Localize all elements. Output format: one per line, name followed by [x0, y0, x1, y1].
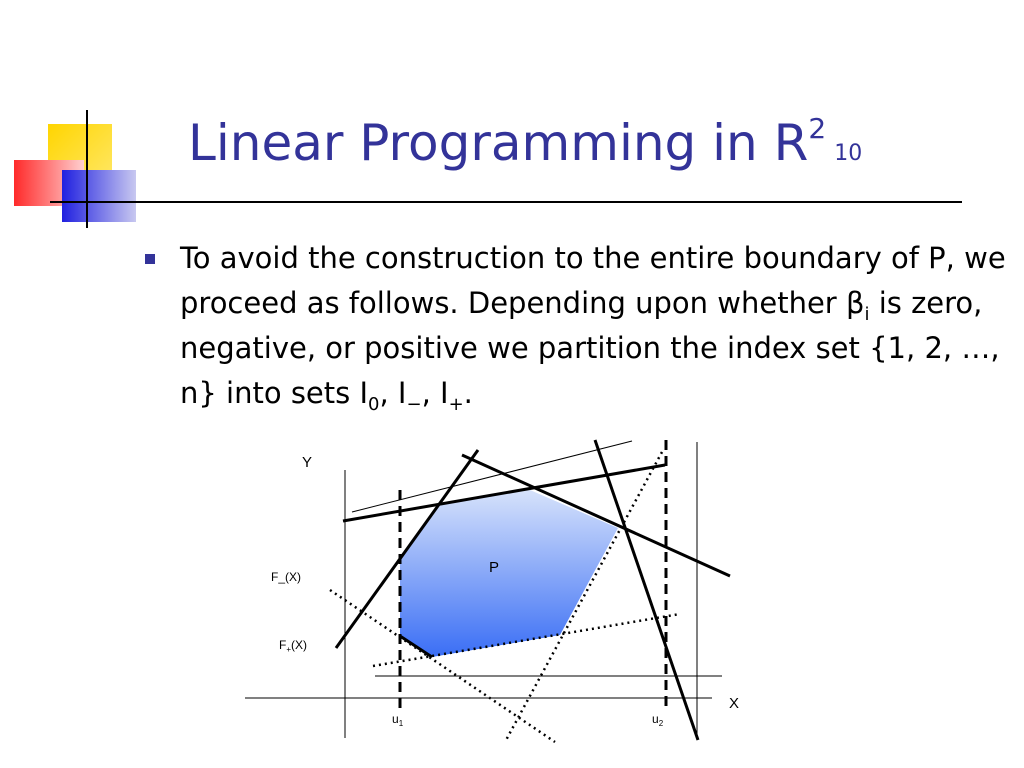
f-plus-label: $F_+(X)$	[279, 638, 308, 654]
slide-title: Linear Programming in $R^210$	[188, 112, 863, 172]
y-axis-label: Y	[302, 454, 313, 471]
bullet-text: To avoid the construction to the entire boundary of P, we proceed as follows. Depending upon whether $\beta_i$ is zero, negative, or positive we partition the index set {1, 2, …, n} into sets $I_0$, $I_-$, $I_+$.	[180, 241, 1006, 415]
beta-symbol: β	[845, 286, 865, 320]
polygon-label: P	[489, 559, 500, 576]
u1-label: $u_1$	[392, 712, 404, 728]
constraint-line-steep	[595, 440, 698, 740]
f-minus-label: F_(X)	[271, 570, 301, 584]
x-axis-label: X	[729, 695, 740, 712]
slide-number: 10	[834, 141, 863, 166]
u2-label: $u_2$	[652, 712, 664, 728]
